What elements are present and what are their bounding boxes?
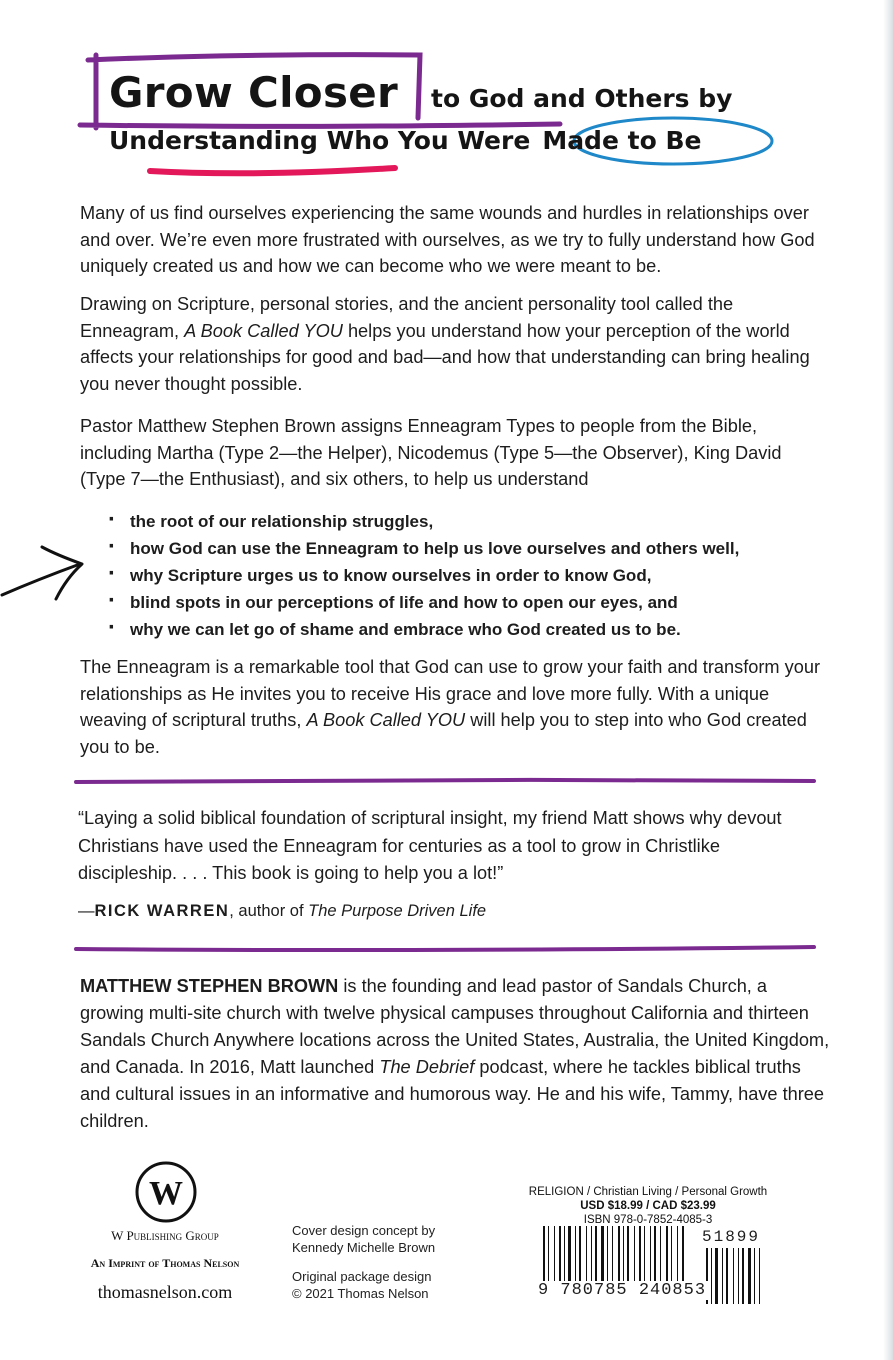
logo-letters: W <box>149 1175 183 1212</box>
pink-underline-mark <box>150 168 395 173</box>
price-text: USD $18.99 / CAD $23.99 <box>580 1200 716 1212</box>
category-text: RELIGION / Christian Living / Personal Growth <box>528 1186 768 1198</box>
headline-grow-closer: Grow Closer <box>109 68 399 117</box>
barcode-addon-bar <box>742 1248 744 1304</box>
barcode-addon-bar <box>738 1248 739 1304</box>
list-item: · why Scripture urges us to know ourselves in order to know God, <box>108 562 828 589</box>
publisher-imprint: An Imprint of Thomas Nelson <box>90 1256 240 1270</box>
package-credit-2: © 2021 Thomas Nelson <box>292 1286 429 1301</box>
attribution-dash: — <box>78 902 95 920</box>
author-bio <box>80 973 832 1135</box>
bullet-list <box>108 508 828 643</box>
arrow-icon <box>0 540 90 605</box>
list-item: · why we can let go of shame and embrace who God created us to be. <box>108 616 828 643</box>
barcode-addon-bar <box>715 1248 718 1304</box>
pricing-block <box>519 1185 777 1227</box>
list-item: · blind spots in our perceptions of life and how to open our eyes, and <box>108 589 828 616</box>
publisher-website[interactable]: thomasnelson.com <box>97 1282 233 1302</box>
endorser-role: , author of <box>229 902 304 920</box>
barcode-digits: 9 780785 240853 <box>535 1281 709 1300</box>
package-credit-1: Original package design <box>292 1269 432 1284</box>
endorsement-quote: “Laying a solid biblical foundation of scriptural insight, my friend Matt shows why devout Christians have used the Enneagram for centuries as a tool to grow in Christlike discipleship. . . . This book is going to help you a lot!” <box>78 808 782 883</box>
barcode-addon-bar <box>759 1248 760 1304</box>
page-edge-shadow <box>883 0 893 1360</box>
barcode-addon-digits: 51899 <box>702 1228 761 1246</box>
barcode-addon-bar <box>733 1248 734 1304</box>
book-title-italic: A Book Called YOU <box>306 710 466 730</box>
bio-text-2: podcast, where he tackles biblical truths and cultural issues in an informative and humorous way. He and his wife, Tammy, have three children. <box>80 1057 825 1131</box>
book-title-italic: A Book Called YOU <box>184 320 343 341</box>
headline-made-to-be: Made to Be <box>542 126 702 155</box>
author-name: MATTHEW STEPHEN BROWN <box>80 976 339 996</box>
podcast-title: The Debrief <box>379 1057 475 1077</box>
endorser-name: RICK WARREN <box>94 902 230 920</box>
barcode-addon-bar <box>722 1248 723 1304</box>
headline-line2 <box>109 126 701 155</box>
bio-text-1: is the founding and lead pastor of Sandals Church, a growing multi-site church with twelve physical campuses throughout California and thirteen Sandals Church Anywhere locations across the United States, Australia, the United Kingdom, and Canada. In 2016, Matt launched <box>80 976 830 1077</box>
divider-top <box>74 776 816 788</box>
isbn-text: ISBN 978-0-7852-4085-3 <box>583 1214 713 1226</box>
barcode-addon-bar <box>711 1248 712 1304</box>
closing-paragraph <box>80 654 830 760</box>
types-paragraph: Pastor Matthew Stephen Brown assigns Enneagram Types to people from the Bible, including Martha (Type 2—the Helper), Nicodemus (Type 5—the Observer), King David (Type 7—the Enthusiast), and six others, to help us understand <box>80 416 782 489</box>
para4-text-before: The Enneagram is a remarkable tool that God can use to grow your faith and transform your relationships as He invites you to receive His grace and love more fully. With a unique weaving of scriptural truths, <box>80 657 821 730</box>
headline-understanding: Understanding Who You Were <box>109 126 531 155</box>
divider-bottom <box>74 944 816 956</box>
publisher-logo <box>134 1160 198 1224</box>
headline-to-god: to God and Others by <box>431 84 733 113</box>
para4-text-after: will help you to step into who God created you to be. <box>80 710 807 757</box>
publisher-name: W Publishing Group <box>111 1228 219 1243</box>
intro-paragraph: Many of us find ourselves experiencing the same wounds and hurdles in relationships over and over. We’re even more frustrated with ourselves, as we try to fully understand how God uniquely created us and how we can become who we were meant to be. <box>80 203 815 276</box>
scripture-paragraph <box>80 291 830 397</box>
para2-text-before: Drawing on Scripture, personal stories, and the ancient personality tool called the Enneagram, <box>80 294 734 341</box>
barcode-addon-bar <box>754 1248 755 1304</box>
cover-credit-1: Cover design concept by <box>292 1223 436 1238</box>
endorsement-attribution <box>78 902 486 921</box>
endorser-book-title: The Purpose Driven Life <box>308 902 487 920</box>
cover-credit-2: Kennedy Michelle Brown <box>292 1240 436 1255</box>
list-item: · how God can use the Enneagram to help us love ourselves and others well, <box>108 535 828 562</box>
para2-text-after: helps you understand how your perception of the world affects your relationships for good and bad—and how that understanding can bring healing you never thought possible. <box>80 320 810 394</box>
barcode-addon-bar <box>748 1248 751 1304</box>
list-item: · the root of our relationship struggles, <box>108 508 828 535</box>
barcode-addon-bar <box>726 1248 728 1304</box>
